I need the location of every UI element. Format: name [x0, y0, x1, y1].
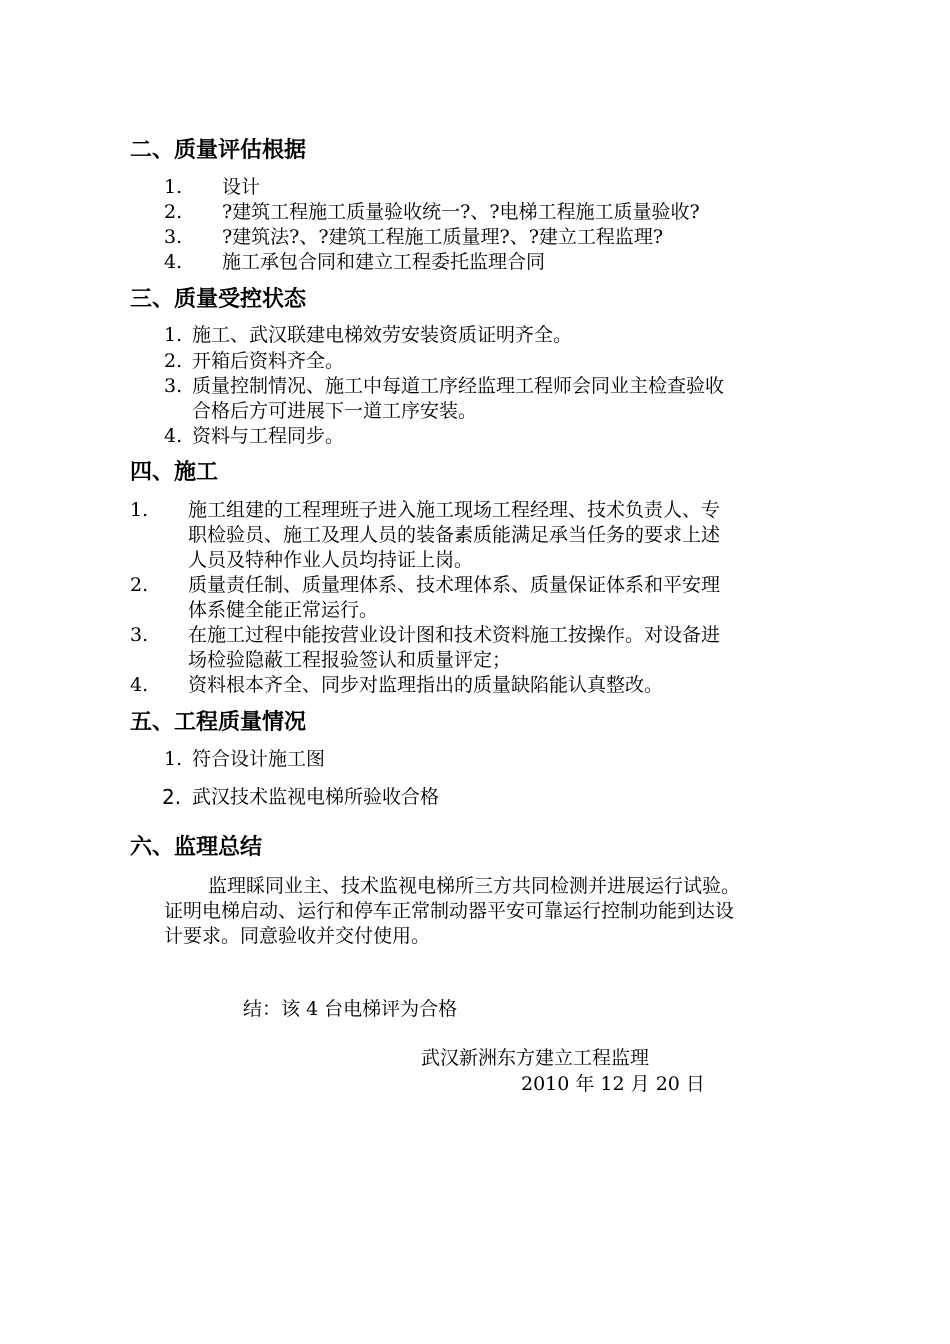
list-number: 2.	[164, 201, 183, 223]
list-number: 1.	[164, 748, 183, 770]
list-number: 4.	[164, 425, 183, 447]
list-text: 在施工过程中能按营业设计图和技术资料施工按操作。对设备进	[188, 624, 721, 646]
list-number: 3.	[164, 375, 183, 397]
list-text: 体系健全能正常运行。	[188, 599, 379, 621]
list-number: 3.	[164, 226, 183, 248]
list-text: 合格后方可进展下一道工序安装。	[192, 400, 478, 422]
list-text: 施工组建的工程理班子进入施工现场工程经理、技术负责人、专	[188, 499, 721, 521]
list-text: 质量控制情况、施工中每道工序经监理工程师会同业主检查验收	[192, 375, 725, 397]
list-text: 质量责任制、质量理体系、技术理体系、质量保证体系和平安理	[188, 574, 721, 596]
list-text: 职检验员、施工及理人员的装备素质能满足承当任务的要求上述	[188, 524, 721, 546]
summary-line: 监理睬同业主、技术监视电梯所三方共同检测并进展运行试验。	[208, 875, 741, 897]
list-number: 2.	[164, 350, 183, 372]
list-text: 符合设计施工图	[192, 748, 326, 770]
list-number: 1.	[164, 176, 183, 198]
list-text: 设计	[222, 176, 261, 198]
list-text: 施工承包合同和建立工程委托监理合同	[222, 251, 546, 273]
summary-line: 证明电梯启动、运行和停车正常制动器平安可靠运行控制功能到达设	[164, 900, 735, 922]
list-text: 武汉技术监视电梯所验收合格	[192, 786, 440, 808]
list-text: ?建筑工程施工质量验收统一?、?电梯工程施工质量验收?	[222, 201, 700, 223]
section-heading-4: 四、施工	[130, 460, 219, 485]
list-number: 4.	[164, 251, 183, 273]
list-text: ?建筑法?、?建筑工程施工质量理?、?建立工程监理?	[222, 226, 664, 248]
signature-date: 2010 年 12 月 20 日	[521, 1073, 705, 1095]
list-number: 1.	[130, 499, 149, 521]
conclusion-text: 结：该 4 台电梯评为合格	[243, 998, 458, 1020]
section-heading-2: 二、质量评估根据	[130, 138, 307, 163]
list-text: 场检验隐蔽工程报验签认和质量评定；	[188, 649, 512, 671]
section-heading-6: 六、监理总结	[130, 835, 263, 860]
list-text: 施工、武汉联建电梯效劳安装资质证明齐全。	[192, 324, 573, 346]
list-number: 2.	[130, 574, 149, 596]
summary-line: 计要求。同意验收并交付使用。	[164, 925, 431, 947]
section-heading-5: 五、工程质量情况	[130, 710, 307, 735]
list-number: 2.	[162, 785, 182, 809]
section-heading-3: 三、质量受控状态	[130, 287, 307, 312]
list-number: 3.	[130, 624, 149, 646]
list-text: 开箱后资料齐全。	[192, 350, 345, 372]
signature-org: 武汉新洲东方建立工程监理	[421, 1047, 650, 1069]
list-text: 资料根本齐全、同步对监理指出的质量缺陷能认真整改。	[188, 674, 664, 696]
list-text: 人员及特种作业人员均持证上岗。	[188, 549, 474, 571]
list-number: 1.	[164, 324, 183, 346]
list-number: 4.	[130, 674, 149, 696]
list-text: 资料与工程同步。	[192, 425, 345, 447]
